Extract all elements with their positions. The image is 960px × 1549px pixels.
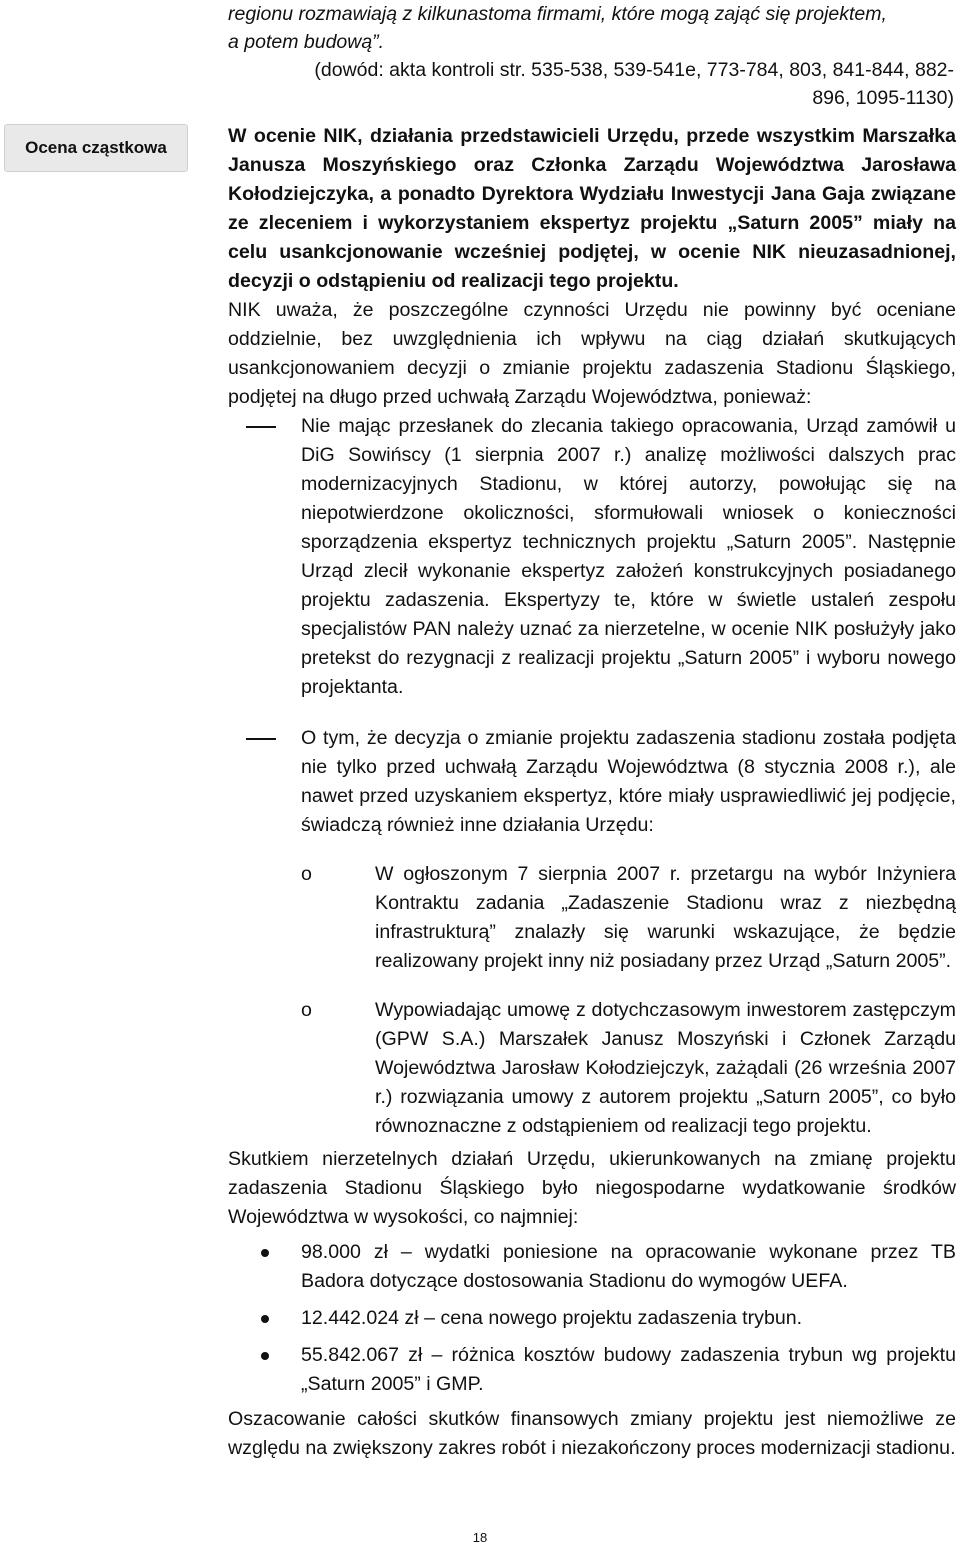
sub-item-text: Wypowiadając umowę z dotychczasowym inwestorem zastępczym (GPW S.A.) Marszałek Janusz Moszyński i Członek Zarządu Województwa Jarosław Kołodziejczyk, zażądali (26 września 2007 r.) rozwiązania umowy z autorem projektu „Saturn 2005”, co było równoznaczne z odstąpieniem od realizacji tego projektu. [375, 999, 956, 1137]
evidence-source: (dowód: akta kontroli str. 535-538, 539-541e, 773-784, 803, 841-844, 882-896, 1095-1130) [314, 59, 954, 109]
bullet-item [228, 1238, 956, 1296]
o-marker: o [301, 999, 312, 1021]
bullet-text: 98.000 zł – wydatki poniesione na opracowanie wykonane przez TB Badora dotyczące dostosowania Stadionu do wymogów UEFA. [301, 1241, 956, 1292]
main-content [228, 122, 956, 1463]
bullet-item [228, 1304, 956, 1333]
sub-list-item [228, 996, 956, 1141]
dash-list-item [228, 724, 956, 840]
sidebar-label-box [4, 124, 188, 172]
dash-item-text: Nie mając przesłanek do zlecania takiego opracowania, Urząd zamówił u DiG Sowińscy (1 sierpnia 2007 r.) analizę możliwości dalszych prac modernizacyjnych Stadionu, w której autorzy, powołując się na niepotwierdzone okoliczności, sformułowali wniosek o konieczności sporządzenia ekspertyz technicznych projektu „Saturn 2005”. Następnie Urząd zlecił wykonanie ekspertyz założeń konstrukcyjnych posiadanego projektu zadaszenia. Ekspertyzy te, które w świetle ustaleń zespołu specjalistów PAN należy uznać za nierzetelne, w ocenie NIK posłużyły jako pretekst do rezygnacji z realizacji projektu „Saturn 2005” i wyboru nowego projektanta. [301, 415, 956, 698]
assessment-bold-paragraph: W ocenie NIK, działania przedstawicieli Urzędu, przede wszystkim Marszałka Janusza Moszyńskiego oraz Członka Zarządu Województwa Jarosława Kołodziejczyka, a ponadto Dyrektora Wydziału Inwestycji Jana Gaja związane ze zleceniem i wykorzystaniem ekspertyz projektu „Saturn 2005” miały na celu usankcjonowanie wcześniej podjętej, w ocenie NIK nieuzasadnionej, decyzji o odstąpieniu od realizacji tego projektu. [228, 125, 956, 292]
estimate-paragraph: Oszacowanie całości skutków finansowych zmiany projektu jest niemożliwe ze względu na zwiększony zakres robót i niezakończony proces modernizacji stadionu. [228, 1408, 956, 1459]
intro-line-1: regionu rozmawiają z kilkunastoma firmami, które mogą zająć się projektem, [228, 3, 887, 25]
page-number: 18 [472, 1530, 488, 1545]
bullet-item [228, 1341, 956, 1399]
bullet-text: 12.442.024 zł – cena nowego projektu zadaszenia trybun. [301, 1307, 803, 1329]
sub-item-text: W ogłoszonym 7 sierpnia 2007 r. przetargu na wybór Inżyniera Kontraktu zadania „Zadaszenie Stadionu wraz z niezbędną infrastrukturą” znalazły się warunki wskazujące, że będzie realizowany projekt inny niż posiadany przez Urząd „Saturn 2005”. [375, 863, 956, 972]
intro-line-2: a potem budową”. [228, 31, 385, 53]
bullet-dot-icon [261, 1249, 269, 1257]
dash-marker-icon [246, 426, 276, 428]
bullet-dot-icon [261, 1352, 269, 1360]
intro-paragraph [228, 0, 954, 56]
dash-item-text: O tym, że decyzja o zmianie projektu zadaszenia stadionu została podjęta nie tylko przed uchwałą Zarządu Województwa (8 stycznia 2008 r.), ale nawet przed uzyskaniem ekspertyz, które miały usprawiedliwić jej podjęcie, świadczą również inne działania Urzędu: [301, 727, 956, 836]
bullet-text: 55.842.067 zł – różnica kosztów budowy zadaszenia trybun wg projektu „Saturn 2005” i GMP. [301, 1344, 956, 1395]
effect-paragraph: Skutkiem nierzetelnych działań Urzędu, ukierunkowanych na zmianę projektu zadaszenia Stadionu Śląskiego było niegospodarne wydatkowanie środków Województwa w wysokości, co najmniej: [228, 1148, 956, 1228]
o-marker: o [301, 863, 312, 885]
bullet-dot-icon [261, 1315, 269, 1323]
dash-marker-icon [246, 738, 276, 740]
nik-paragraph: NIK uważa, że poszczególne czynności Urzędu nie powinny być oceniane oddzielnie, bez uwzględnienia ich wpływu na ciąg działań skutkujących usankcjonowaniem decyzji o zmianie projektu zadaszenia Stadionu Śląskiego, podjętej na długo przed uchwałą Zarządu Województwa, ponieważ: [228, 299, 956, 408]
sidebar-label: Ocena cząstkowa [25, 138, 167, 157]
sub-list-item [228, 860, 956, 976]
dash-list-item [228, 412, 956, 702]
